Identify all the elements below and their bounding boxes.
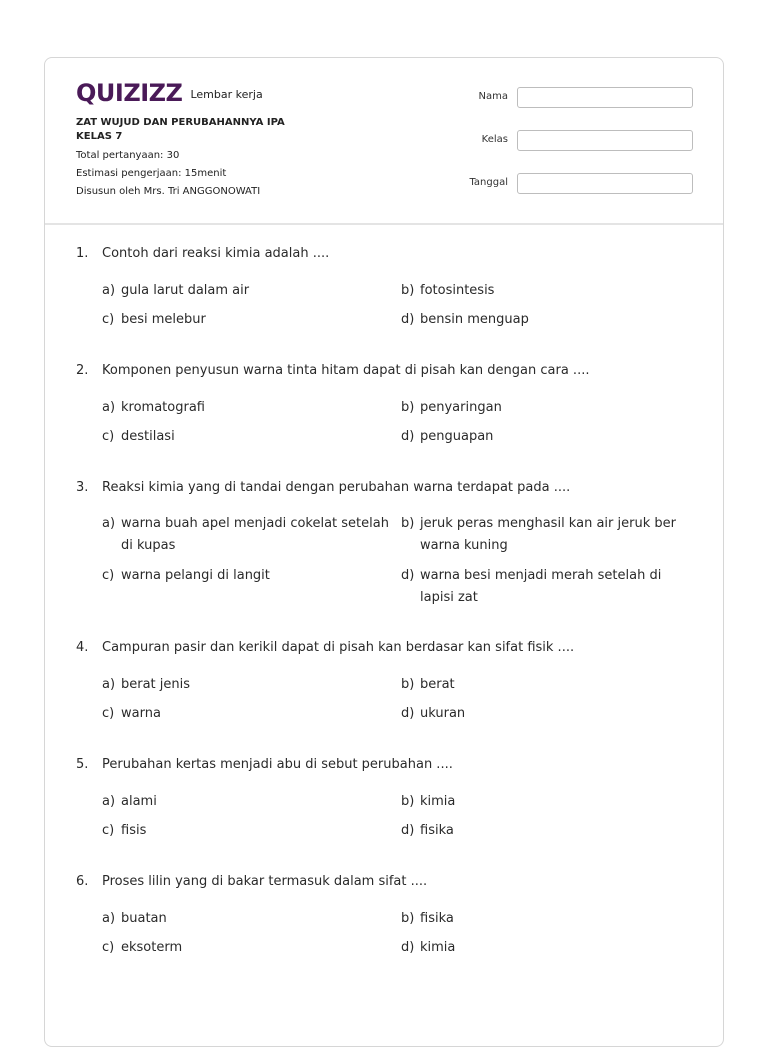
date-field[interactable]	[517, 173, 693, 194]
question-text: Campuran pasir dan kerikil dapat di pisah kan berdasar kan sifat fisik ....	[102, 640, 575, 655]
class-field[interactable]	[517, 130, 693, 151]
option-d[interactable]	[401, 309, 693, 331]
option-text: warna besi menjadi merah setelah di lapisi zat	[420, 568, 662, 605]
option-a[interactable]	[102, 397, 394, 419]
option-letter: c)	[102, 706, 115, 721]
option-text: fisika	[420, 823, 454, 838]
question-number: 4.	[76, 640, 89, 655]
option-b[interactable]	[401, 791, 693, 813]
option-d[interactable]	[401, 937, 693, 959]
option-letter: a)	[102, 516, 116, 531]
option-text: warna buah apel menjadi cokelat setelah di kupas	[121, 516, 389, 553]
option-letter: c)	[102, 823, 115, 838]
option-letter: d)	[401, 429, 415, 444]
class-label: Kelas	[481, 134, 508, 145]
option-letter: a)	[102, 911, 116, 926]
option-text: berat jenis	[121, 677, 191, 692]
option-letter: b)	[401, 516, 415, 531]
option-text: bensin menguap	[420, 312, 529, 327]
quizizz-logo	[76, 79, 263, 107]
option-letter: c)	[102, 312, 115, 327]
worksheet	[44, 57, 724, 1047]
question-number: 1.	[76, 246, 89, 261]
option-d[interactable]	[401, 426, 693, 448]
option-letter: b)	[401, 400, 415, 415]
question-number: 2.	[76, 363, 89, 378]
option-text: besi melebur	[121, 312, 206, 327]
option-text: eksoterm	[121, 940, 183, 955]
option-text: penguapan	[420, 429, 494, 444]
option-a[interactable]	[102, 280, 394, 302]
option-text: fotosintesis	[420, 283, 495, 298]
logo-wordmark: QUIZIZZ	[76, 79, 183, 107]
name-label: Nama	[478, 91, 508, 102]
option-letter: b)	[401, 794, 415, 809]
option-letter: a)	[102, 283, 116, 298]
option-c[interactable]	[102, 426, 394, 448]
option-letter: d)	[401, 823, 415, 838]
author: Disusun oleh Mrs. Tri ANGGONOWATI	[76, 186, 261, 197]
option-letter: d)	[401, 568, 415, 583]
option-letter: a)	[102, 400, 116, 415]
option-text: warna pelangi di langit	[121, 568, 270, 583]
total-questions: Total pertanyaan: 30	[76, 150, 180, 161]
option-a[interactable]	[102, 791, 394, 813]
option-letter: d)	[401, 312, 415, 327]
option-c[interactable]	[102, 820, 394, 842]
option-text: alami	[121, 794, 157, 809]
option-text: buatan	[121, 911, 167, 926]
option-letter: d)	[401, 706, 415, 721]
option-letter: c)	[102, 568, 115, 583]
estimated-time: Estimasi pengerjaan: 15menit	[76, 168, 227, 179]
option-letter: b)	[401, 283, 415, 298]
option-text: gula larut dalam air	[121, 283, 250, 298]
option-d[interactable]	[401, 565, 693, 609]
option-b[interactable]	[401, 513, 693, 557]
option-text: warna	[121, 706, 161, 721]
option-a[interactable]	[102, 908, 394, 930]
option-a[interactable]	[102, 674, 394, 696]
option-b[interactable]	[401, 908, 693, 930]
option-letter: c)	[102, 429, 115, 444]
question-number: 3.	[76, 480, 89, 495]
option-text: kimia	[420, 794, 456, 809]
option-b[interactable]	[401, 397, 693, 419]
option-letter: c)	[102, 940, 115, 955]
date-label: Tanggal	[469, 177, 508, 188]
option-text: fisis	[121, 823, 147, 838]
question-text: Perubahan kertas menjadi abu di sebut perubahan ....	[102, 757, 453, 772]
option-text: kimia	[420, 940, 456, 955]
option-d[interactable]	[401, 820, 693, 842]
option-text: fisika	[420, 911, 454, 926]
question-text: Proses lilin yang di bakar termasuk dalam sifat ....	[102, 874, 428, 889]
question-text: Contoh dari reaksi kimia adalah ....	[102, 246, 330, 261]
question-text: Komponen penyusun warna tinta hitam dapat di pisah kan dengan cara ....	[102, 363, 590, 378]
option-c[interactable]	[102, 937, 394, 959]
option-text: kromatografi	[121, 400, 205, 415]
worksheet-title: ZAT WUJUD DAN PERUBAHANNYA IPA KELAS 7	[76, 117, 285, 142]
option-c[interactable]	[102, 565, 394, 587]
name-field[interactable]	[517, 87, 693, 108]
question-text: Reaksi kimia yang di tandai dengan perubahan warna terdapat pada ....	[102, 480, 571, 495]
option-letter: b)	[401, 911, 415, 926]
option-a[interactable]	[102, 513, 394, 557]
question-number: 5.	[76, 757, 89, 772]
option-text: penyaringan	[420, 400, 502, 415]
logo-subtitle: Lembar kerja	[190, 87, 263, 101]
option-text: jeruk peras menghasil kan air jeruk ber warna kuning	[420, 516, 676, 553]
option-text: berat	[420, 677, 455, 692]
option-b[interactable]	[401, 674, 693, 696]
option-letter: a)	[102, 677, 116, 692]
option-text: destilasi	[121, 429, 175, 444]
option-text: ukuran	[420, 706, 466, 721]
option-c[interactable]	[102, 703, 394, 725]
option-b[interactable]	[401, 280, 693, 302]
option-letter: d)	[401, 940, 415, 955]
option-d[interactable]	[401, 703, 693, 725]
question-number: 6.	[76, 874, 89, 889]
option-letter: a)	[102, 794, 116, 809]
option-c[interactable]	[102, 309, 394, 331]
worksheet-header	[45, 58, 723, 225]
option-letter: b)	[401, 677, 415, 692]
